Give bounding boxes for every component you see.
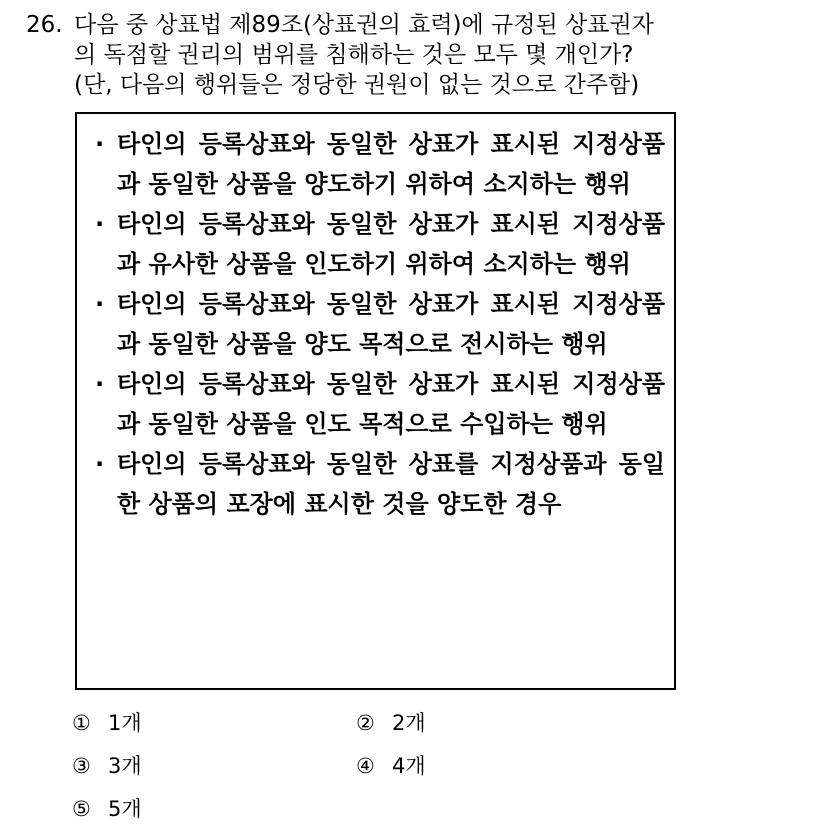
choice-5-label: 5개 <box>108 797 142 821</box>
statement-item-4 <box>95 364 665 444</box>
statement-text-5: 타인의 등록상표와 동일한 상표를 지정상품과 동일한 상품의 포장에 표시한 것을 양도한 경우 <box>117 450 665 518</box>
statement-text-3: 타인의 등록상표와 동일한 상표가 표시된 지정상품과 동일한 상품을 양도 목적으로 전시하는 행위 <box>117 290 665 358</box>
choice-5-marker: ⑤ <box>72 797 91 821</box>
statement-item-3 <box>95 284 665 364</box>
question-line-1 <box>26 10 806 40</box>
statement-item-2 <box>95 204 665 284</box>
choice-4[interactable] <box>356 751 426 781</box>
choice-3-label: 3개 <box>108 754 142 778</box>
choice-2[interactable] <box>356 708 426 738</box>
question-number: 26. <box>26 12 63 38</box>
bullet-icon: · <box>95 130 105 158</box>
statement-text-4: 타인의 등록상표와 동일한 상표가 표시된 지정상품과 동일한 상품을 인도 목적으로 수입하는 행위 <box>117 370 665 438</box>
choice-3[interactable] <box>72 751 142 781</box>
bullet-icon: · <box>95 290 105 318</box>
question-text-1: 다음 중 상표법 제89조(상표권의 효력)에 규정된 상표권자 <box>74 12 654 38</box>
choice-4-label: 4개 <box>392 754 426 778</box>
statement-text-1: 타인의 등록상표와 동일한 상표가 표시된 지정상품과 동일한 상품을 양도하기 위하여 소지하는 행위 <box>117 130 665 198</box>
statement-item-1 <box>95 124 665 204</box>
choice-1[interactable] <box>72 708 142 738</box>
choice-5[interactable] <box>72 794 142 824</box>
choice-4-marker: ④ <box>356 754 375 778</box>
choice-2-label: 2개 <box>392 711 426 735</box>
bullet-icon: · <box>95 450 105 478</box>
choice-1-marker: ① <box>72 711 91 735</box>
question-text-2: 의 독점할 권리의 범위를 침해하는 것은 모두 몇 개인가? <box>74 42 634 68</box>
choice-2-marker: ② <box>356 711 375 735</box>
statement-list <box>95 124 665 524</box>
bullet-icon: · <box>95 370 105 398</box>
choice-3-marker: ③ <box>72 754 91 778</box>
choice-1-label: 1개 <box>108 711 142 735</box>
bullet-icon: · <box>95 210 105 238</box>
question-text-3: (단, 다음의 행위들은 정당한 권원이 없는 것으로 간주함) <box>74 72 640 98</box>
question-stem <box>26 10 806 100</box>
statement-box <box>75 112 676 690</box>
statement-text-2: 타인의 등록상표와 동일한 상표가 표시된 지정상품과 유사한 상품을 인도하기 위하여 소지하는 행위 <box>117 210 665 278</box>
statement-item-5 <box>95 444 665 524</box>
